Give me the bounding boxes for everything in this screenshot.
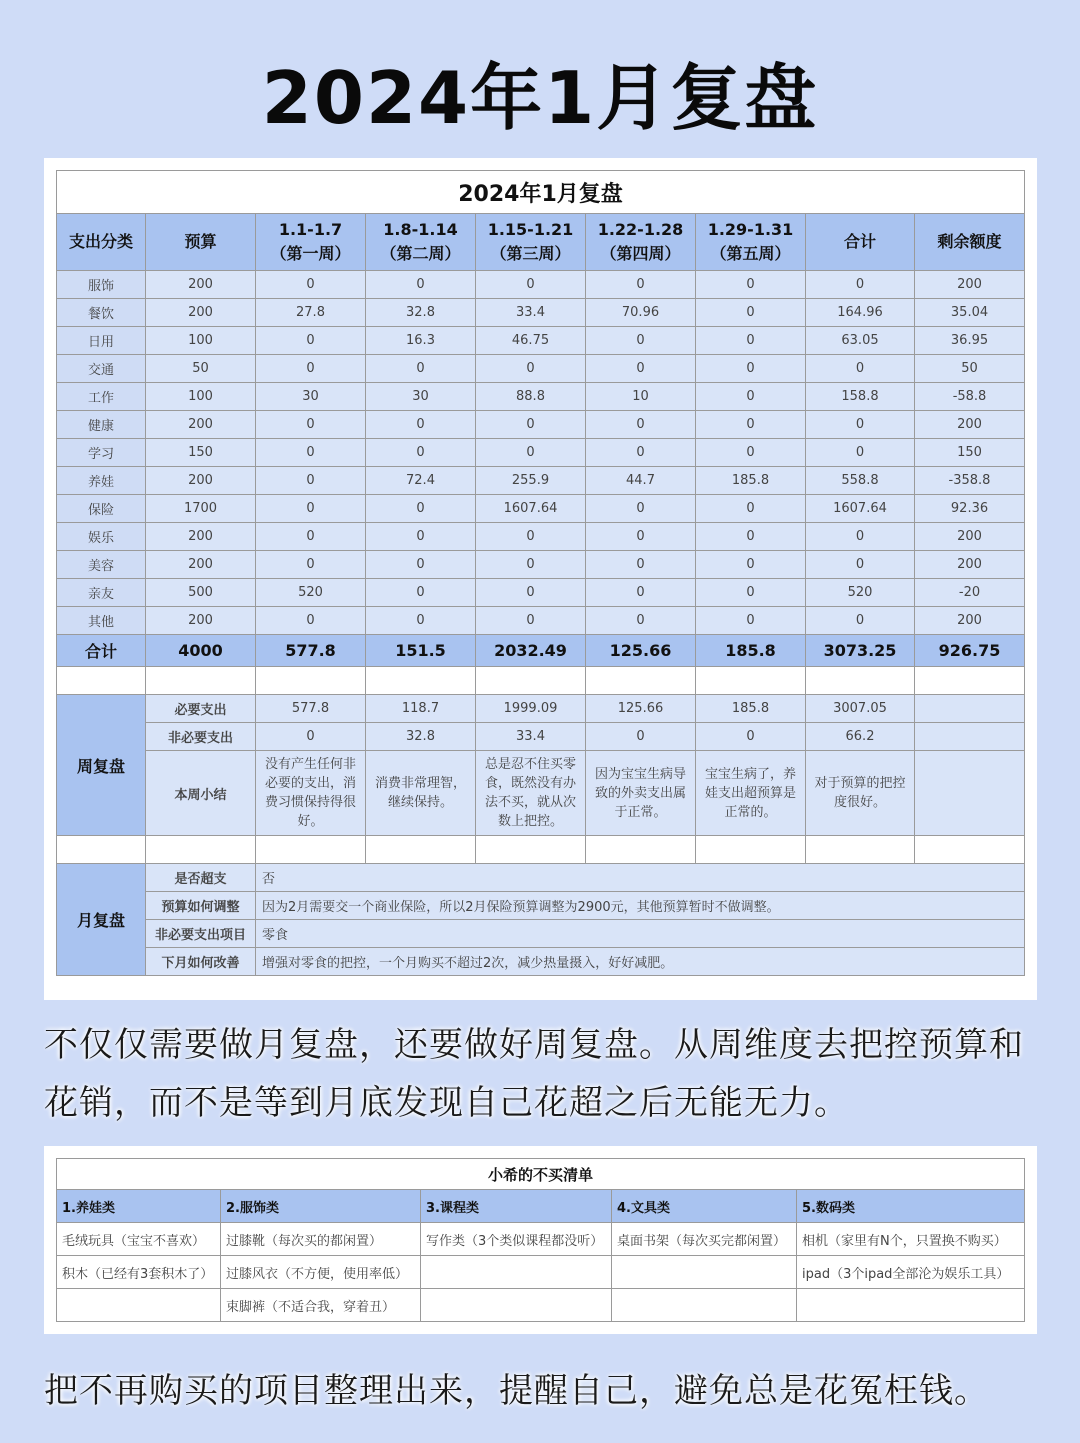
table-cell: 0	[476, 523, 586, 551]
table-cell: 63.05	[806, 327, 915, 355]
table-cell: 1607.64	[806, 495, 915, 523]
table-cell: 0	[696, 723, 806, 751]
table-cell: 200	[146, 299, 256, 327]
table-cell: 0	[256, 551, 366, 579]
table-cell: 0	[586, 579, 696, 607]
nobuy-header: 4.文具类	[612, 1190, 797, 1223]
table-cell: 66.2	[806, 723, 915, 751]
nobuy-item: 写作类（3个类似课程都没听）	[421, 1223, 612, 1256]
table-cell: 0	[256, 411, 366, 439]
unnecessary-label: 非必要支出	[146, 723, 256, 751]
table-cell: 0	[586, 723, 696, 751]
summary-cell: 宝宝生病了，养娃支出超预算是正常的。	[696, 751, 806, 836]
table-cell: 185.8	[696, 467, 806, 495]
summary-cell: 对于预算的把控度很好。	[806, 751, 915, 836]
table-cell: 0	[256, 523, 366, 551]
week-name: （第五周）	[710, 244, 791, 263]
total-label: 合计	[57, 635, 146, 667]
table-cell: 70.96	[586, 299, 696, 327]
spacer-row	[57, 667, 1025, 695]
summary-cell: 没有产生任何非必要的支出，消费习惯保持得很好。	[256, 751, 366, 836]
table-cell: 0	[696, 355, 806, 383]
table-cell: 0	[806, 523, 915, 551]
table-row	[57, 551, 1025, 579]
table-cell: 0	[476, 355, 586, 383]
nobuy-item: 过膝风衣（不方便，使用率低）	[221, 1256, 421, 1289]
table-cell: -20	[915, 579, 1025, 607]
category-cell: 交通	[57, 355, 146, 383]
table-row	[57, 327, 1025, 355]
nobuy-item: 桌面书架（每次买完都闲置）	[612, 1223, 797, 1256]
month-item-label: 预算如何调整	[146, 892, 256, 920]
nobuy-table	[56, 1158, 1025, 1322]
table-cell: 1999.09	[476, 695, 586, 723]
total-cell: 3073.25	[806, 635, 915, 667]
category-cell: 餐饮	[57, 299, 146, 327]
category-cell: 亲友	[57, 579, 146, 607]
table-cell: 0	[806, 551, 915, 579]
table-cell: 0	[366, 579, 476, 607]
month-row	[57, 892, 1025, 920]
table-row	[57, 383, 1025, 411]
category-cell: 其他	[57, 607, 146, 635]
table-cell: 125.66	[586, 695, 696, 723]
summary-cell: 总是忍不住买零食，既然没有办法不买，就从次数上把控。	[476, 751, 586, 836]
table-cell: 0	[696, 439, 806, 467]
table-row	[57, 411, 1025, 439]
table-cell: 0	[696, 523, 806, 551]
table-row	[57, 439, 1025, 467]
week-name: （第四周）	[600, 244, 681, 263]
table-cell: 0	[806, 607, 915, 635]
table-cell: 0	[476, 607, 586, 635]
table-row	[57, 271, 1025, 299]
header-remaining: 剩余额度	[915, 214, 1025, 271]
total-cell: 4000	[146, 635, 256, 667]
table-cell	[915, 695, 1025, 723]
table-row	[57, 299, 1025, 327]
table-cell: 0	[256, 467, 366, 495]
table-cell: 0	[806, 439, 915, 467]
table-cell: 0	[366, 411, 476, 439]
total-cell: 185.8	[696, 635, 806, 667]
table-cell: 0	[696, 299, 806, 327]
table-row	[57, 523, 1025, 551]
table-row	[57, 495, 1025, 523]
table-cell: 0	[256, 723, 366, 751]
table-cell: 150	[146, 439, 256, 467]
table-cell: 100	[146, 327, 256, 355]
table-cell: 0	[366, 355, 476, 383]
header-category: 支出分类	[57, 214, 146, 271]
table-cell: 0	[476, 271, 586, 299]
table-cell: 0	[696, 383, 806, 411]
month-item-value: 零食	[256, 920, 1025, 948]
table-cell: 0	[696, 579, 806, 607]
month-item-label: 非必要支出项目	[146, 920, 256, 948]
header-week-4	[586, 214, 696, 271]
category-cell: 服饰	[57, 271, 146, 299]
month-row	[57, 948, 1025, 976]
week-name: （第二周）	[380, 244, 461, 263]
table-cell: 0	[586, 411, 696, 439]
table-cell: 0	[366, 495, 476, 523]
nobuy-list-card	[44, 1146, 1037, 1334]
nobuy-header: 2.服饰类	[221, 1190, 421, 1223]
table-cell: 0	[476, 439, 586, 467]
table-cell: 0	[366, 439, 476, 467]
week-range: 1.22-1.28	[597, 220, 684, 239]
table-row	[57, 467, 1025, 495]
nobuy-header: 1.养娃类	[57, 1190, 221, 1223]
category-cell: 娱乐	[57, 523, 146, 551]
table-cell: 0	[696, 495, 806, 523]
review-table-card	[44, 158, 1037, 1000]
table-cell: 200	[915, 411, 1025, 439]
table-cell: 200	[146, 467, 256, 495]
caption-weekly-advice: 不仅仅需要做月复盘，还要做好周复盘。从周维度去把控预算和花销，而不是等到月底发现自己花超之后无能无力。	[44, 1025, 1024, 1123]
table-cell: 1607.64	[476, 495, 586, 523]
week-range: 1.8-1.14	[383, 220, 458, 239]
table-cell: 200	[146, 551, 256, 579]
table-cell: 0	[366, 551, 476, 579]
table-cell: 16.3	[366, 327, 476, 355]
nobuy-item: ipad（3个ipad全部沦为娱乐工具）	[797, 1256, 1025, 1289]
necessary-row	[57, 695, 1025, 723]
table-cell: 255.9	[476, 467, 586, 495]
table-cell: 0	[696, 327, 806, 355]
header-week-2	[366, 214, 476, 271]
table-cell: 10	[586, 383, 696, 411]
page-title: 2024年1月复盘	[261, 56, 819, 140]
caption-nobuy-advice: 把不再购买的项目整理出来，提醒自己，避免总是花冤枉钱。	[44, 1371, 989, 1411]
table-cell: 1700	[146, 495, 256, 523]
table-cell: 0	[696, 551, 806, 579]
nobuy-row	[57, 1289, 1025, 1322]
header-week-3	[476, 214, 586, 271]
table-cell: 36.95	[915, 327, 1025, 355]
week-range: 1.29-1.31	[707, 220, 794, 239]
month-item-label: 下月如何改善	[146, 948, 256, 976]
table-cell: 0	[806, 411, 915, 439]
table-cell	[915, 751, 1025, 836]
table-cell: 200	[146, 607, 256, 635]
table-cell: -358.8	[915, 467, 1025, 495]
monthly-review-label: 月复盘	[57, 864, 146, 976]
nobuy-header: 3.课程类	[421, 1190, 612, 1223]
nobuy-item	[421, 1289, 612, 1322]
nobuy-header: 5.数码类	[797, 1190, 1025, 1223]
nobuy-row	[57, 1256, 1025, 1289]
table-cell: 0	[806, 271, 915, 299]
table-cell: 200	[146, 411, 256, 439]
week-name: （第一周）	[270, 244, 351, 263]
table-cell: 27.8	[256, 299, 366, 327]
table-cell: 520	[256, 579, 366, 607]
total-cell: 2032.49	[476, 635, 586, 667]
table-cell: 32.8	[366, 723, 476, 751]
unnecessary-row	[57, 723, 1025, 751]
table-cell: 92.36	[915, 495, 1025, 523]
summary-row	[57, 751, 1025, 836]
category-cell: 养娃	[57, 467, 146, 495]
week-range: 1.1-1.7	[278, 220, 343, 239]
table-cell: 0	[586, 551, 696, 579]
table-cell: 46.75	[476, 327, 586, 355]
table-cell: 0	[586, 439, 696, 467]
nobuy-item	[421, 1256, 612, 1289]
table-cell: 0	[366, 271, 476, 299]
table-cell: 520	[806, 579, 915, 607]
table-row	[57, 579, 1025, 607]
category-cell: 日用	[57, 327, 146, 355]
category-cell: 学习	[57, 439, 146, 467]
header-week-1	[256, 214, 366, 271]
nobuy-item: 过膝靴（每次买的都闲置）	[221, 1223, 421, 1256]
table-cell: 200	[915, 271, 1025, 299]
table-cell: 72.4	[366, 467, 476, 495]
necessary-label: 必要支出	[146, 695, 256, 723]
table-cell: 158.8	[806, 383, 915, 411]
nobuy-item	[612, 1289, 797, 1322]
table-cell: 88.8	[476, 383, 586, 411]
category-cell: 美容	[57, 551, 146, 579]
table-cell: 50	[146, 355, 256, 383]
table-cell: 50	[915, 355, 1025, 383]
spacer-row	[57, 836, 1025, 864]
table-cell: 32.8	[366, 299, 476, 327]
week-name: （第三周）	[490, 244, 571, 263]
table-cell: 0	[696, 607, 806, 635]
table-cell: 0	[806, 355, 915, 383]
total-row	[57, 635, 1025, 667]
nobuy-item	[57, 1289, 221, 1322]
table-cell	[915, 723, 1025, 751]
table-cell: 0	[366, 607, 476, 635]
nobuy-header-row	[57, 1190, 1025, 1223]
table-cell: 185.8	[696, 695, 806, 723]
category-cell: 保险	[57, 495, 146, 523]
table-cell: 0	[256, 607, 366, 635]
summary-cell: 因为宝宝生病导致的外卖支出属于正常。	[586, 751, 696, 836]
table-cell: 200	[915, 607, 1025, 635]
table-cell: 0	[476, 551, 586, 579]
table-cell: 0	[586, 271, 696, 299]
table-cell: 0	[476, 411, 586, 439]
table-cell: 0	[696, 411, 806, 439]
table-cell: 35.04	[915, 299, 1025, 327]
week-range: 1.15-1.21	[487, 220, 574, 239]
table-cell: 33.4	[476, 723, 586, 751]
table-cell: 0	[256, 327, 366, 355]
table-cell: 200	[146, 523, 256, 551]
table-cell: 0	[586, 495, 696, 523]
table-cell: 0	[586, 355, 696, 383]
table-cell: 118.7	[366, 695, 476, 723]
review-table	[56, 170, 1025, 976]
table-cell: 0	[256, 271, 366, 299]
summary-label: 本周小结	[146, 751, 256, 836]
table-cell: 100	[146, 383, 256, 411]
month-row	[57, 920, 1025, 948]
table-cell: 0	[256, 355, 366, 383]
nobuy-item	[797, 1289, 1025, 1322]
header-budget: 预算	[146, 214, 256, 271]
month-item-label: 是否超支	[146, 864, 256, 892]
table-cell: 0	[256, 439, 366, 467]
category-cell: 健康	[57, 411, 146, 439]
month-item-value: 因为2月需要交一个商业保险，所以2月保险预算调整为2900元，其他预算暂时不做调整。	[256, 892, 1025, 920]
month-item-value: 增强对零食的把控，一个月购买不超过2次，减少热量摄入，好好减肥。	[256, 948, 1025, 976]
table-cell: 30	[256, 383, 366, 411]
nobuy-item: 积木（已经有3套积木了）	[57, 1256, 221, 1289]
weekly-review-label: 周复盘	[57, 695, 146, 836]
table-cell: 558.8	[806, 467, 915, 495]
month-item-value: 否	[256, 864, 1025, 892]
table-cell: 500	[146, 579, 256, 607]
table-cell: 0	[586, 607, 696, 635]
nobuy-title: 小希的不买清单	[57, 1159, 1025, 1190]
table-cell: 577.8	[256, 695, 366, 723]
table-cell: 200	[915, 523, 1025, 551]
table-title: 2024年1月复盘	[57, 171, 1025, 214]
total-cell: 151.5	[366, 635, 476, 667]
total-cell: 926.75	[915, 635, 1025, 667]
table-row	[57, 607, 1025, 635]
table-cell: 0	[586, 327, 696, 355]
table-cell: 0	[586, 523, 696, 551]
total-cell: 577.8	[256, 635, 366, 667]
table-cell: 164.96	[806, 299, 915, 327]
nobuy-item: 毛绒玩具（宝宝不喜欢）	[57, 1223, 221, 1256]
table-cell: 0	[366, 523, 476, 551]
nobuy-item	[612, 1256, 797, 1289]
table-row	[57, 355, 1025, 383]
total-cell: 125.66	[586, 635, 696, 667]
table-cell: 3007.05	[806, 695, 915, 723]
table-cell: 200	[146, 271, 256, 299]
table-cell: 200	[915, 551, 1025, 579]
table-cell: 0	[256, 495, 366, 523]
table-cell: 0	[696, 271, 806, 299]
table-cell: 33.4	[476, 299, 586, 327]
table-cell: 150	[915, 439, 1025, 467]
header-week-5	[696, 214, 806, 271]
summary-cell: 消费非常理智，继续保持。	[366, 751, 476, 836]
month-row	[57, 864, 1025, 892]
nobuy-item: 束脚裤（不适合我，穿着丑）	[221, 1289, 421, 1322]
nobuy-item: 相机（家里有N个，只置换不购买）	[797, 1223, 1025, 1256]
header-total: 合计	[806, 214, 915, 271]
header-row	[57, 214, 1025, 271]
nobuy-row	[57, 1223, 1025, 1256]
table-cell: 0	[476, 579, 586, 607]
table-cell: 44.7	[586, 467, 696, 495]
table-cell: 30	[366, 383, 476, 411]
table-cell: -58.8	[915, 383, 1025, 411]
category-cell: 工作	[57, 383, 146, 411]
